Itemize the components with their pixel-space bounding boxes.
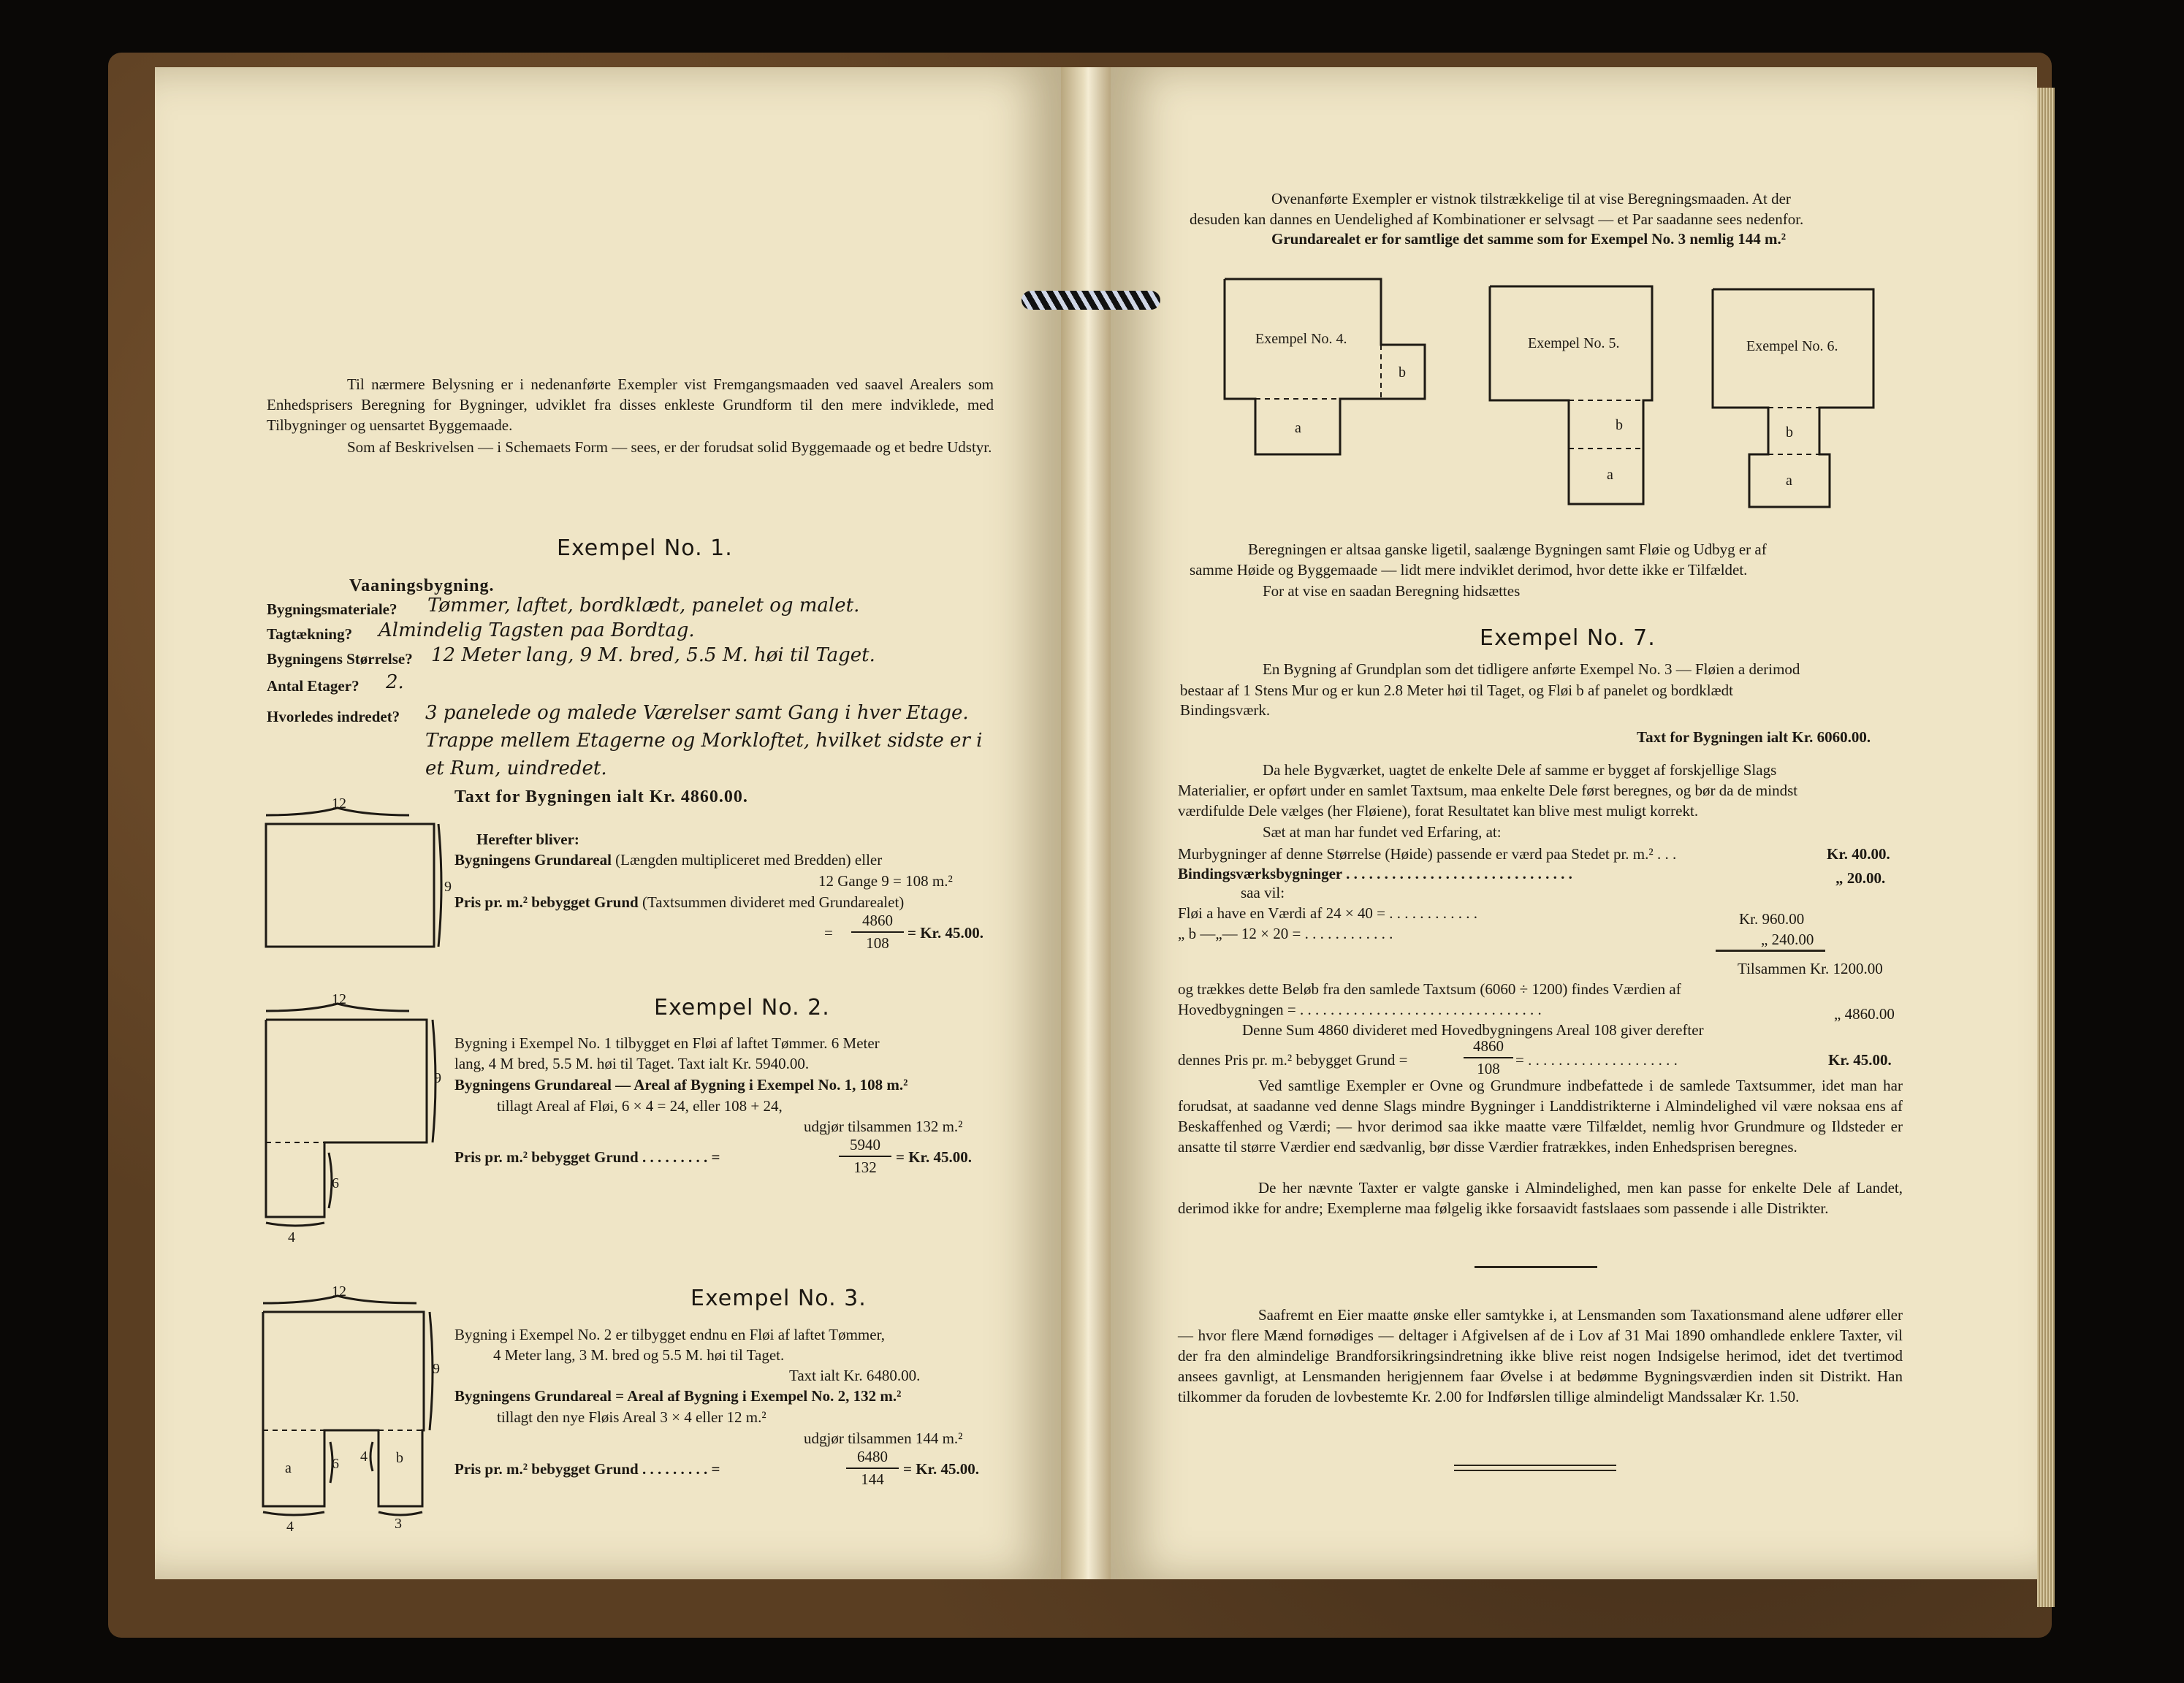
mur-line: Murbygninger af denne Størrelse (Høide) passende er værd paa Stedet pr. m.² . . . <box>1178 845 1677 863</box>
ex2-floorplan <box>256 991 453 1245</box>
ex1-floorplan <box>256 795 453 957</box>
ex4-floorplan <box>1219 278 1438 460</box>
denne-sum: Denne Sum 4860 divideret med Hovedbygningens Areal 108 giver derefter <box>1242 1021 1704 1039</box>
mur-value: Kr. 40.00. <box>1827 845 1890 863</box>
svg-text:b: b <box>1786 424 1793 440</box>
ex1-pris-line: Pris pr. m.² bebygget Grund (Taxtsummen divideret med Grundarealet) <box>454 893 905 911</box>
example-7-title: Exempel No. 7. <box>1480 625 1656 651</box>
svg-text:Exempel No. 5.: Exempel No. 5. <box>1528 335 1620 351</box>
ex3-line6: udgjør tilsammen 144 m.² <box>804 1430 963 1447</box>
a-layout-3: et Rum, uindredet. <box>425 757 607 779</box>
ex1-areal-line: Bygningens Grundareal (Længden multipliceret med Bredden) eller <box>454 851 883 869</box>
right-top-1: Ovenanførte Exempler er vistnok tilstrækkelige til at vise Beregningsmaaden. At der <box>1271 190 1791 207</box>
traek-2: Hovedbygningen = . . . . . . . . . . . . . . . . . . . . . . . . . . . . . . . . <box>1178 1001 1542 1018</box>
saa-vil: saa vil: <box>1241 884 1285 901</box>
a-layout-2: Trappe mellem Etagerne og Morkloftet, hvilket sidste er i <box>425 730 983 752</box>
e7-2: bestaar af 1 Stens Mur og er kun 2.8 Meter høi til Taget, og Fløi b af panelet og bordklædt <box>1180 682 1733 699</box>
dennes-value: Kr. 45.00. <box>1828 1051 1892 1069</box>
ex3-result: = Kr. 45.00. <box>903 1460 979 1478</box>
q-layout: Hvorledes indredet? <box>267 708 400 725</box>
ex2-pris: Pris pr. m.² bebygget Grund . . . . . . . . . = <box>454 1148 720 1166</box>
e7-5: Materialier, er opført under en samlet Taxtsum, maa enkelte Dele først beregnes, og bør da de mindst <box>1178 782 1798 799</box>
ex2-result: = Kr. 45.00. <box>896 1148 972 1166</box>
end-rule-1 <box>1454 1465 1616 1466</box>
paragraph-ovne: Ved samtlige Exempler er Ovne og Grundmure indbefattede i de samlede Taxtsummer, idet man har forudsat, at saadanne ved denne Slags mindre Bygninger i Landdistrikterne i Almindelighed vil være noksaa ens af Beskaffenhed og Værdi; — hvor derimod saa ikke maatte være Tilfældet, nemlig hvor Grundmure og Ildsteder er ansatte til større Værdier end sædvanlig, bør disse Værdier fratrækkes, inden Enhedsprisen beregnes. <box>1178 1077 1903 1156</box>
right-mid-3: For at vise en saadan Beregning hidsættes <box>1263 582 1521 600</box>
q-size: Bygningens Størrelse? <box>267 650 413 668</box>
ex2-line4: tillagt Areal af Fløi, 6 × 4 = 24, eller 108 + 24, <box>497 1097 783 1115</box>
floi-b-value: „ 240.00 <box>1761 931 1814 948</box>
q-roof: Tagtækning? <box>267 625 353 643</box>
bind-line: Bindingsværksbygninger . . . . . . . . . . . . . . . . . . . . . . . . . . . . . . <box>1178 865 1572 882</box>
example-1-title: Exempel No. 1. <box>557 535 733 561</box>
dennes-pris: dennes Pris pr. m.² bebygget Grund = <box>1178 1051 1408 1069</box>
ex1-eq: = <box>824 924 833 942</box>
svg-text:12: 12 <box>332 1283 346 1300</box>
ex3-line4: Bygningens Grundareal = Areal af Bygning i Exempel No. 2, 132 m.² <box>454 1387 902 1405</box>
svg-text:Exempel No. 4.: Exempel No. 4. <box>1255 331 1347 347</box>
sum-rule <box>1716 950 1825 952</box>
tilsammen: Tilsammen Kr. 1200.00 <box>1738 960 1883 977</box>
svg-text:6: 6 <box>332 1175 339 1191</box>
svg-text:6: 6 <box>332 1456 339 1472</box>
bind-value: „ 20.00. <box>1835 869 1886 887</box>
a-roof: Almindelig Tagsten paa Bordtag. <box>378 619 695 641</box>
herefter: Herefter bliver: <box>476 831 579 848</box>
ex3-floorplan <box>256 1283 453 1535</box>
traek-2-value: „ 4860.00 <box>1834 1005 1895 1023</box>
ex1-result: = Kr. 45.00. <box>908 924 983 942</box>
end-rule-2 <box>1454 1470 1616 1471</box>
ex3-line3: Taxt ialt Kr. 6480.00. <box>789 1367 921 1384</box>
right-top-3: Grundarealet er for samtlige det samme som for Exempel No. 3 nemlig 144 m.² <box>1271 230 1787 248</box>
svg-text:b: b <box>1399 365 1406 381</box>
ex2-line2: lang, 4 M bred, 5.5 M. høi til Taget. Taxt ialt Kr. 5940.00. <box>454 1055 810 1072</box>
intro-paragraph: Til nærmere Belysning er i nedenanførte Exempler vist Fremgangsmaaden ved saavel Arealers som Enhedsprisers Beregning for Bygninger, udviklet fra disses enkleste Grundform til den mere indviklede, med Tilbygninger og uensartet Byggemaade. <box>267 375 994 434</box>
ex1-fraction: 4860 108 <box>851 912 904 953</box>
e7-3: Bindingsværk. <box>1180 701 1271 719</box>
ex3-line5: tillagt den nye Fløis Areal 3 × 4 eller 12 m.² <box>497 1408 766 1426</box>
e7-6: værdifulde Dele vælges (her Fløiene), forat Resultatet kan blive mest muligt korrekt. <box>1178 802 1699 820</box>
svg-text:a: a <box>285 1460 292 1476</box>
e7-4: Da hele Bygværket, uagtet de enkelte Dele af samme er bygget af forskjellige Slags <box>1263 761 1777 779</box>
floi-a-value: Kr. 960.00 <box>1739 910 1805 928</box>
svg-text:3: 3 <box>395 1516 402 1532</box>
ex1-taxt: Taxt for Bygningen ialt Kr. 4860.00. <box>454 787 748 806</box>
traek-1: og trækkes dette Beløb fra den samlede Taxtsum (6060 ÷ 1200) findes Værdien af <box>1178 980 1681 998</box>
floi-b: „ b —„— 12 × 20 = . . . . . . . . . . . . <box>1178 925 1393 942</box>
paragraph-lensmand: Saafremt en Eier maatte ønske eller samtykke i, at Lensmanden som Taxationsmand alene udfører eller — hvor flere Mænd fornødiges — deltager i Afgivelsen af de i Lov af 31 Mai 1890 omhandlede enklere Taxter, vil der fra den almindelige Brandforsikringsindretning ikke blive reist nogen Indsigelse herimod, idet det tvertimod ansees gavnligt, at Lensmanden herigjennem faar Øvelse i at bedømme Bygningsværdien inden sit Distrikt. Han tilkommer da foruden de lovbestemte Kr. 2.00 for Indførslen tillige almindeligt Mandssalær Kr. 1.50. <box>1178 1306 1903 1405</box>
svg-text:12: 12 <box>332 795 346 812</box>
svg-text:12: 12 <box>332 991 346 1007</box>
ex2-line5: udgjør tilsammen 132 m.² <box>804 1118 963 1135</box>
ex2-line3: Bygningens Grundareal — Areal af Bygning i Exempel No. 1, 108 m.² <box>454 1076 908 1094</box>
svg-text:a: a <box>1607 467 1613 483</box>
ex3-fraction: 6480 144 <box>846 1448 899 1489</box>
svg-text:b: b <box>1616 417 1623 433</box>
q-floors: Antal Etager? <box>267 677 359 695</box>
example-1-subtitle: Vaaningsbygning. <box>349 576 495 595</box>
right-mid-2: samme Høide og Byggemaade — lidt mere indviklet derimod, hvor dette ikke er Tilfældet. <box>1190 561 1748 579</box>
svg-text:a: a <box>1295 420 1301 436</box>
svg-text:9: 9 <box>444 879 452 895</box>
intro-paragraph-2: Som af Beskrivelsen — i Schemaets Form — sees, er der forudsat solid Byggemaade og et bedre Udstyr. <box>347 438 992 456</box>
e7-7: Sæt at man har fundet ved Erfaring, at: <box>1263 823 1502 841</box>
binding-thread <box>1021 291 1160 310</box>
page-edges <box>2037 88 2055 1607</box>
e7-taxt: Taxt for Bygningen ialt Kr. 6060.00. <box>1637 728 1871 746</box>
svg-text:4: 4 <box>288 1229 295 1245</box>
ex3-pris: Pris pr. m.² bebygget Grund . . . . . . . . . = <box>454 1460 720 1478</box>
e7-1: En Bygning af Grundplan som det tidligere anførte Exempel No. 3 — Fløien a derimod <box>1263 660 1800 678</box>
ex1-areal-calc: 12 Gange 9 = 108 m.² <box>818 872 953 890</box>
ex2-line1: Bygning i Exempel No. 1 tilbygget en Fløi af laftet Tømmer. 6 Meter <box>454 1034 880 1052</box>
q-material: Bygningsmateriale? <box>267 600 397 618</box>
a-layout-1: 3 panelede og malede Værelser samt Gang i hver Etage. <box>425 702 969 724</box>
a-size: 12 Meter lang, 9 M. bred, 5.5 M. høi til Taget. <box>431 644 875 666</box>
svg-text:9: 9 <box>433 1361 440 1377</box>
a-material: Tømmer, laftet, bordklædt, panelet og malet. <box>427 595 860 617</box>
example-3-title: Exempel No. 3. <box>690 1286 867 1311</box>
right-mid-1: Beregningen er altsaa ganske ligetil, saalænge Bygningen samt Fløie og Udbyg er af <box>1248 541 1767 558</box>
ex2-fraction: 5940 132 <box>839 1136 891 1177</box>
svg-text:9: 9 <box>434 1070 441 1086</box>
svg-text:a: a <box>1786 473 1792 489</box>
right-top-2: desuden kan dannes en Uendelighed af Kombinationer er selvsagt — et Par saadanne sees nedenfor. <box>1190 210 1804 228</box>
ex6-floorplan <box>1710 286 1885 513</box>
svg-text:Exempel No. 6.: Exempel No. 6. <box>1746 338 1838 354</box>
dennes-dots: = . . . . . . . . . . . . . . . . . . . . <box>1515 1051 1678 1069</box>
section-rule <box>1475 1266 1597 1268</box>
a-floors: 2. <box>386 671 404 693</box>
floi-a: Fløi a have en Værdi af 24 × 40 = . . . . . . . . . . . . <box>1178 904 1478 922</box>
ex3-line1: Bygning i Exempel No. 2 er tilbygget endnu en Fløi af laftet Tømmer, <box>454 1326 885 1343</box>
svg-text:b: b <box>396 1450 403 1466</box>
svg-text:4: 4 <box>360 1449 368 1465</box>
example-2-title: Exempel No. 2. <box>654 995 830 1020</box>
paragraph-taxter: De her nævnte Taxter er valgte ganske i Almindelighed, men kan passe for enkelte Dele af Landet, derimod ikke for andre; Exemplerne maa følgelig ikke forsaavidt fastslaaes som passende i alle Distrikter. <box>1178 1179 1903 1217</box>
e7-fraction: 4860 108 <box>1464 1037 1513 1078</box>
ex5-floorplan <box>1487 283 1662 510</box>
svg-text:4: 4 <box>286 1519 294 1535</box>
ex3-line2: 4 Meter lang, 3 M. bred og 5.5 M. høi til Taget. <box>493 1346 785 1364</box>
